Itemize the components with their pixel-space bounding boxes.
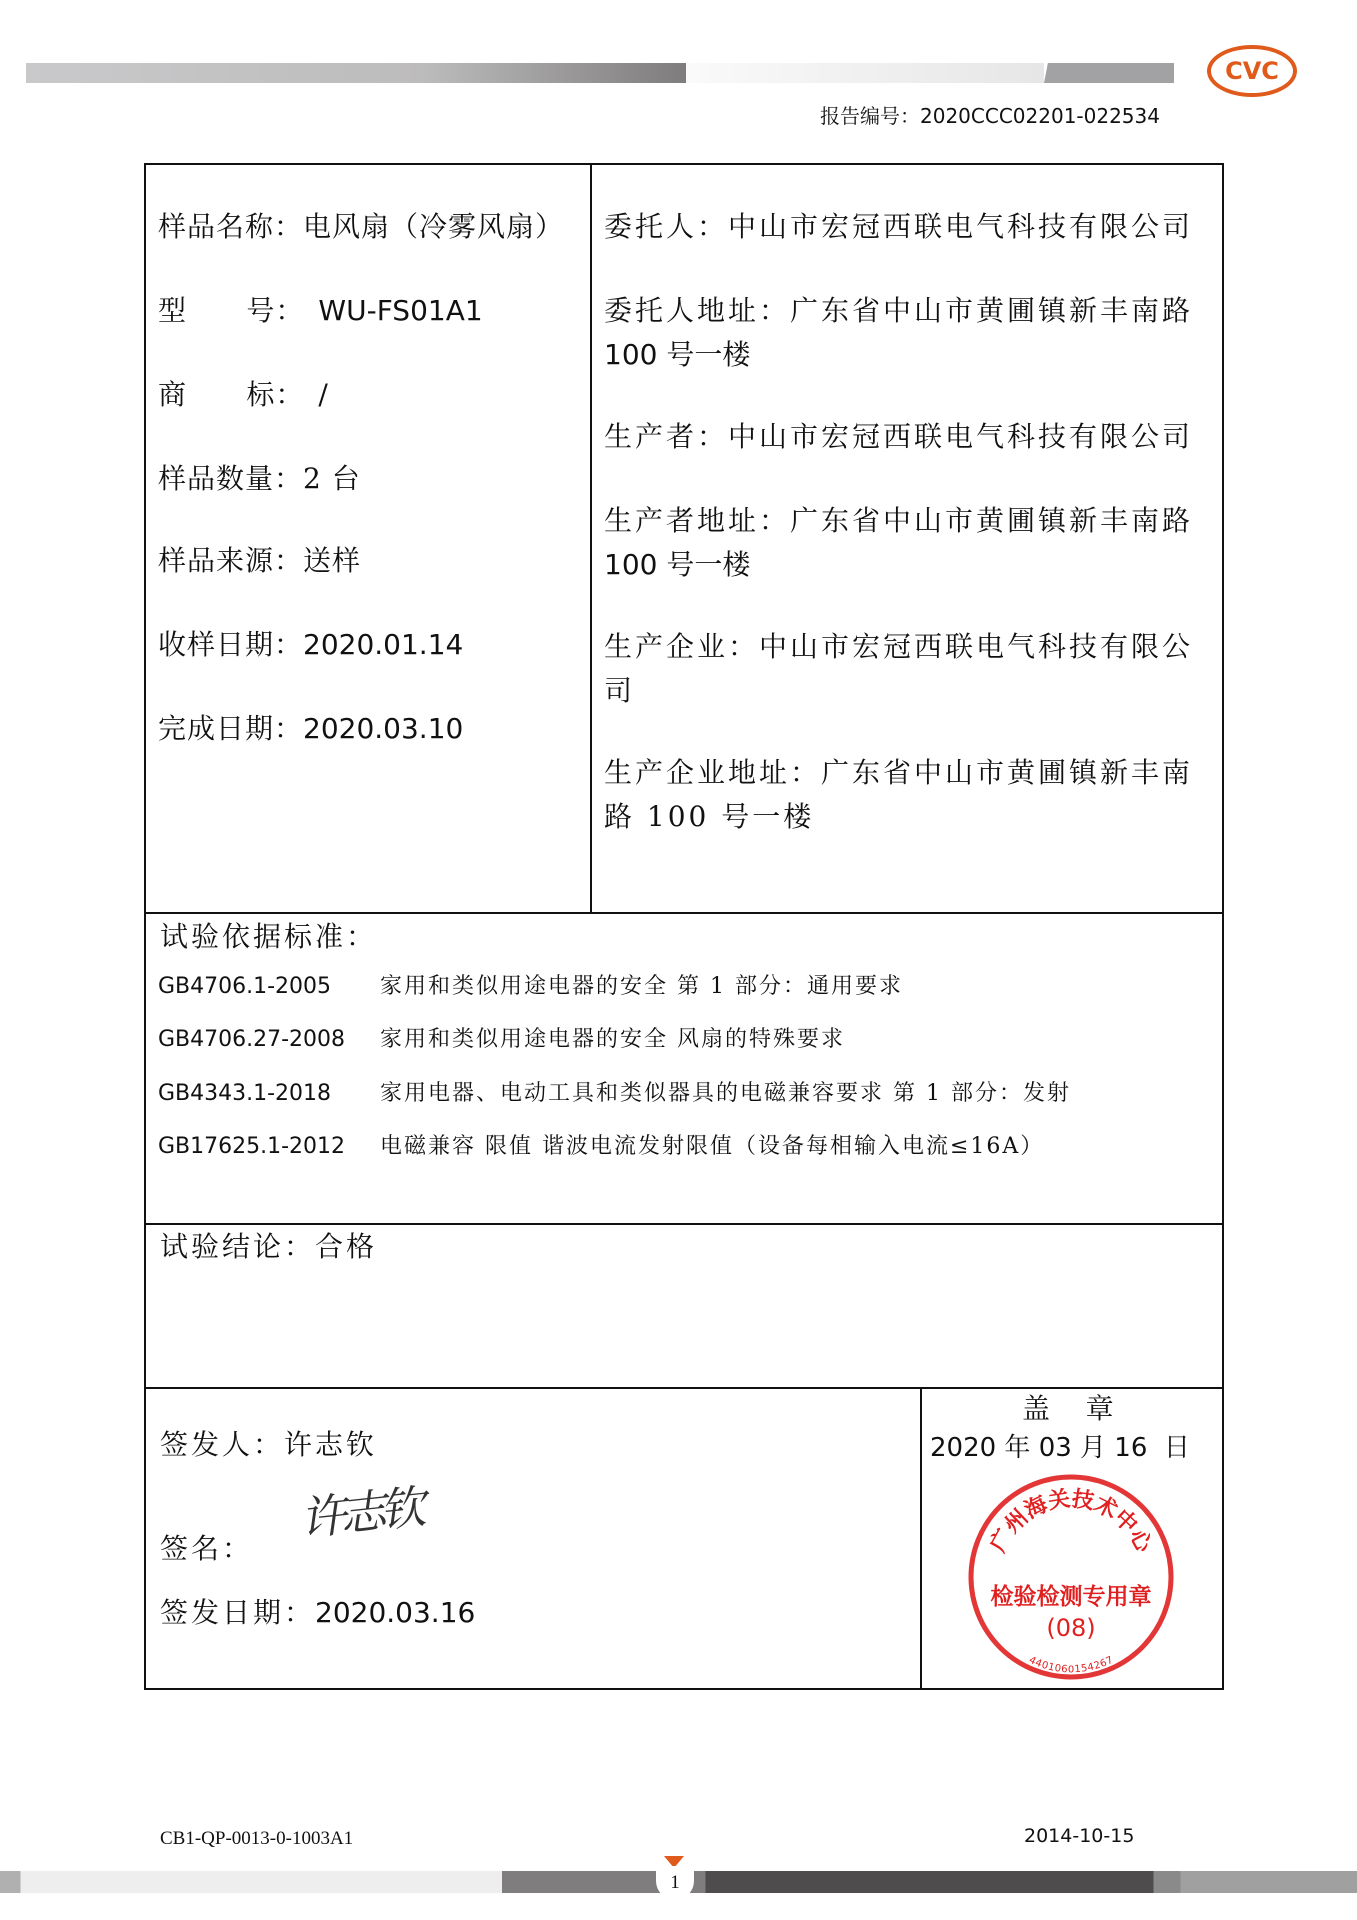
form-date: 2014-10-15 (1024, 1825, 1135, 1847)
brand (158, 378, 329, 412)
table-border-bottom (144, 1688, 1224, 1690)
standard-item (158, 973, 903, 1001)
manufacturer-2: 司 (604, 674, 636, 707)
stamp-number: (08) (1046, 1614, 1096, 1642)
producer: 生产者：中山市宏冠西联电气科技有限公司 (604, 420, 1194, 453)
model (158, 294, 483, 328)
issuer: 签发人：许志钦 (160, 1428, 378, 1461)
brand-label: 商 标： (158, 378, 305, 411)
manufacturer-1: 生产企业：中山市宏冠西联电气科技有限公 (604, 630, 1194, 663)
standard-code: GB17625.1-2012 (158, 1134, 346, 1159)
stamp-code: 4401060154267 (1027, 1654, 1115, 1676)
sample-name: 样品名称：电风扇（冷雾风扇） (158, 210, 565, 243)
issue-date-value: 2020.03.16 (315, 1596, 476, 1629)
standard-code: GB4343.1-2018 (158, 1081, 332, 1106)
standard-item (158, 1026, 845, 1054)
form-code: CB1-QP-0013-0-1003A1 (160, 1828, 354, 1849)
model-label: 型 号： (158, 294, 305, 327)
standard-title: 家用和类似用途电器的安全 风扇的特殊要求 (380, 1027, 845, 1052)
handwritten-signature: 许志钦 (297, 1479, 423, 1547)
seal-date: 2020 年 03 月 16 日 (930, 1433, 1190, 1463)
brand-value: / (318, 378, 329, 411)
seal-heading: 盖 章 (1022, 1392, 1114, 1425)
signature-label: 签名： (160, 1532, 254, 1565)
report-number (820, 100, 1160, 129)
official-stamp (966, 1472, 1176, 1682)
header-bar-light (686, 63, 1044, 83)
row-divider (144, 1223, 1224, 1225)
standard-item (158, 1080, 1071, 1108)
report-number-label: 报告编号： (820, 104, 920, 128)
issue-date-label: 签发日期： (160, 1596, 316, 1629)
received-date-label: 收样日期： (158, 628, 304, 661)
standard-title: 家用电器、电动工具和类似器具的电磁兼容要求 第 1 部分：发射 (380, 1081, 1071, 1106)
received-date (158, 628, 463, 662)
row-divider (144, 912, 1224, 914)
stamp-name: 广州海关技术中心 (985, 1486, 1157, 1557)
report-number-value: 2020CCC02201-022534 (920, 104, 1160, 128)
stamp-purpose: 检验检测专用章 (990, 1584, 1152, 1610)
manufacturer-address-2: 路 100 号一楼 (604, 800, 815, 833)
producer-address-1: 生产者地址：广东省中山市黄圃镇新丰南路 (604, 504, 1194, 537)
sample-quantity: 样品数量：2 台 (158, 462, 361, 495)
model-value: WU-FS01A1 (318, 294, 483, 327)
table-border-left (144, 163, 146, 1690)
client: 委托人：中山市宏冠西联电气科技有限公司 (604, 210, 1194, 243)
table-border-top (144, 163, 1224, 165)
completed-date-value: 2020.03.10 (303, 712, 464, 745)
page-number: 1 (656, 1866, 694, 1900)
client-address-1: 委托人地址：广东省中山市黄圃镇新丰南路 (604, 294, 1194, 327)
standard-code: GB4706.1-2005 (158, 974, 332, 999)
row-divider (144, 1387, 1224, 1389)
header-bar (26, 63, 686, 83)
table-border-right (1222, 163, 1224, 1690)
standard-code: GB4706.27-2008 (158, 1027, 346, 1052)
cvc-logo: CVC (1207, 45, 1297, 97)
test-conclusion: 试验结论：合格 (160, 1230, 378, 1263)
producer-address-2: 100 号一楼 (604, 548, 751, 581)
standard-item (158, 1133, 1044, 1161)
standard-title: 电磁兼容 限值 谐波电流发射限值（设备每相输入电流≤16A） (380, 1134, 1045, 1159)
completed-date (158, 712, 463, 746)
standards-heading: 试验依据标准： (160, 920, 378, 953)
column-divider (590, 163, 592, 914)
seal-divider (920, 1387, 922, 1689)
received-date-value: 2020.01.14 (303, 628, 464, 661)
client-address-2: 100 号一楼 (604, 338, 751, 371)
standard-title: 家用和类似用途电器的安全 第 1 部分：通用要求 (380, 974, 903, 999)
sample-source: 样品来源：送样 (158, 544, 362, 577)
header-bar-right (1044, 63, 1174, 83)
manufacturer-address-1: 生产企业地址：广东省中山市黄圃镇新丰南 (604, 756, 1194, 789)
issue-date (160, 1596, 475, 1630)
completed-date-label: 完成日期： (158, 712, 304, 745)
